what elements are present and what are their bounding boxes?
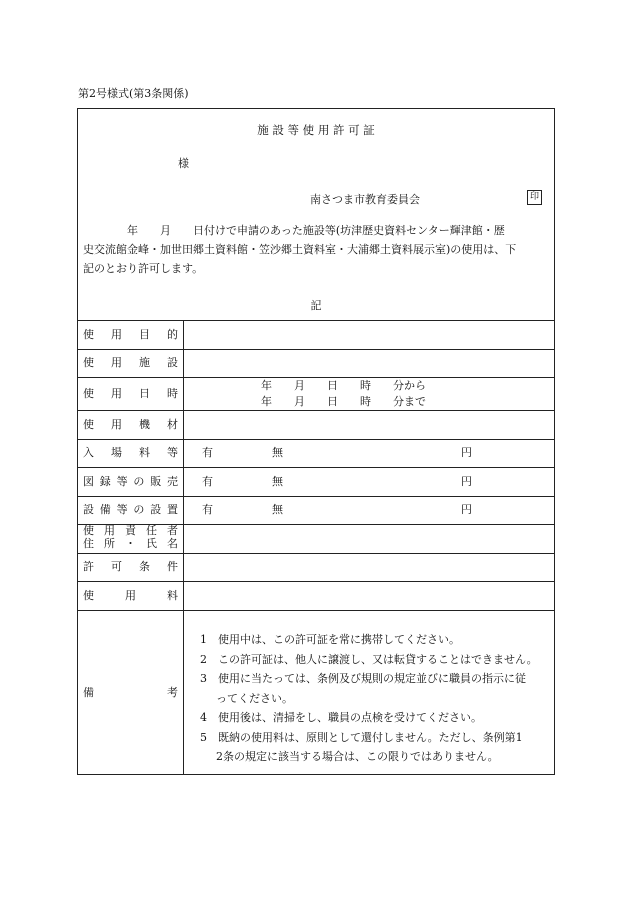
admission-yen: 円: [461, 446, 472, 459]
ki-heading: 記: [310, 299, 322, 312]
note-item: 1 使用中は、この許可証を常に携帯してください。: [200, 633, 460, 646]
row-rule: [78, 349, 554, 350]
datetime-to[interactable]: 年 月 日 時 分まで: [261, 395, 426, 408]
label-column-divider: [183, 320, 184, 775]
body-line-1: 年 月 日付けで申請のあった施設等(坊津歴史資料センター輝津館・歴: [127, 224, 505, 237]
note-item: 5 既納の使用料は、原則として還付しません。ただし、条例第1: [200, 730, 523, 744]
note-item: 2 この許可証は、他人に譲渡し、又は転貸することはできません。: [200, 652, 538, 666]
remarks-char-2: 考: [167, 686, 178, 699]
row-rule: [78, 553, 554, 554]
row-label-installation: 設 備 等 の 設 置: [83, 503, 178, 516]
issuer-name: 南さつま市教育委員会: [310, 193, 420, 206]
row-rule: [78, 496, 554, 497]
row-label-facility: 使 用 施 設: [83, 356, 178, 369]
row-label-purpose: 使 用 目 的: [83, 328, 178, 341]
table-top-rule: [78, 320, 554, 321]
admission-no[interactable]: 無: [272, 446, 283, 459]
row-rule: [78, 467, 554, 468]
seal-stamp: 印: [527, 190, 542, 205]
sales-yen: 円: [461, 475, 472, 488]
row-label-responsible-1: 使 用 責 任 者: [83, 524, 178, 537]
row-label-sales: 図 録 等 の 販 売: [83, 475, 178, 488]
row-label-equipment: 使 用 機 材: [83, 418, 178, 431]
remarks-notes: [200, 630, 538, 767]
document-title: 施 設 等 使 用 許 可 証: [257, 123, 375, 137]
installation-yes[interactable]: 有: [202, 503, 213, 516]
row-label-datetime: 使 用 日 時: [83, 387, 178, 400]
row-rule: [78, 581, 554, 582]
sales-no[interactable]: 無: [272, 475, 283, 488]
permit-body-text: [83, 221, 549, 278]
row-label-responsible-2: 住 所 ・ 氏 名: [83, 537, 178, 550]
note-item: 4 使用後は、清掃をし、職員の点検を受けてください。: [200, 711, 482, 724]
row-label-fee: 使 用 料: [83, 589, 178, 602]
row-label-remarks: [83, 685, 178, 701]
installation-no[interactable]: 無: [272, 503, 283, 516]
permit-form: [77, 108, 555, 775]
note-item: 3 使用に当たっては、条例及び規則の規定並びに職員の指示に従: [200, 672, 526, 685]
remarks-char-1: 備: [83, 686, 94, 699]
row-label-conditions: 許 可 条 件: [83, 560, 178, 573]
admission-yes[interactable]: 有: [202, 446, 213, 459]
sales-yes[interactable]: 有: [202, 475, 213, 488]
note-item: 2条の規定に該当する場合は、この限りではありません。: [216, 750, 499, 763]
installation-yen: 円: [461, 503, 472, 516]
row-rule: [78, 610, 554, 611]
note-item: ってください。: [216, 691, 293, 705]
datetime-from[interactable]: 年 月 日 時 分から: [261, 379, 426, 392]
row-rule: [78, 410, 554, 411]
body-line-3: 記のとおり許可します。: [83, 262, 204, 275]
row-rule: [78, 439, 554, 440]
form-number-label: 第2号様式(第3条関係): [78, 87, 189, 100]
row-label-admission: 入 場 料 等: [83, 446, 178, 459]
addressee-honorific: 様: [178, 157, 189, 170]
body-line-2: 史交流館金峰・加世田郷土資料館・笠沙郷土資料室・大浦郷土資料展示室)の使用は、下: [83, 243, 517, 256]
